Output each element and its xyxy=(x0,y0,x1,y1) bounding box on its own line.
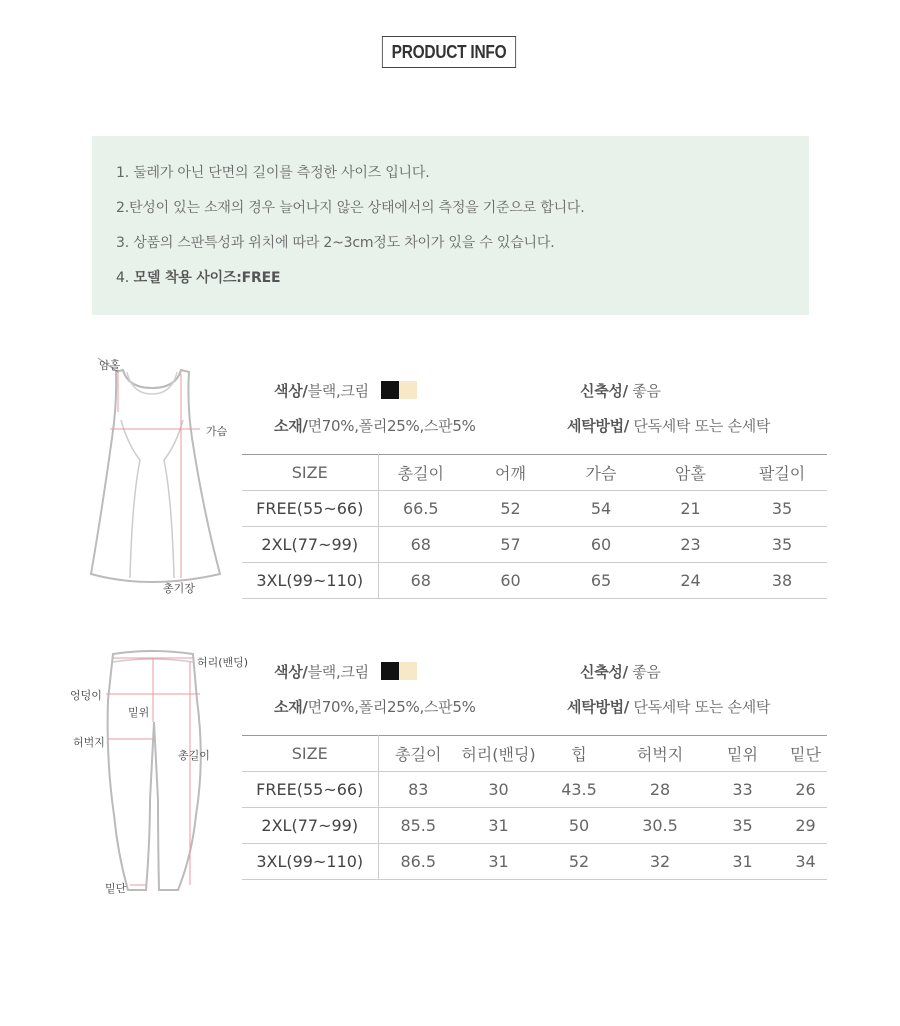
table-row xyxy=(242,527,827,563)
table-cell: 30 xyxy=(458,772,539,808)
attr-color-value: 블랙,크림 xyxy=(307,382,369,400)
table-cell: 35 xyxy=(737,491,827,527)
table-cell: 60 xyxy=(558,527,644,563)
table-header-cell: SIZE xyxy=(242,455,378,491)
table-header-cell: 허리(밴딩) xyxy=(458,736,539,772)
table-cell: 26 xyxy=(784,772,827,808)
table-cell: 2XL(77~99) xyxy=(242,527,378,563)
waist-label: 허리(밴딩) xyxy=(197,656,249,669)
attr-color xyxy=(274,380,417,401)
table-cell: 31 xyxy=(458,844,539,880)
notice-line-4 xyxy=(116,267,280,287)
attr-color-key: 색상/ xyxy=(274,663,308,681)
page-title: PRODUCT INFO xyxy=(382,36,516,68)
attr-color-value: 블랙,크림 xyxy=(307,663,369,681)
swatch-black xyxy=(381,381,399,399)
table-cell: 35 xyxy=(737,527,827,563)
table-header-cell: 어깨 xyxy=(463,455,558,491)
table-header-cell: 총길이 xyxy=(378,736,458,772)
table-cell: 60 xyxy=(463,563,558,599)
leggings-illustration xyxy=(0,640,249,900)
table-cell: 35 xyxy=(701,808,784,844)
table-cell: 31 xyxy=(701,844,784,880)
table-header-cell: 팔길이 xyxy=(737,455,827,491)
dress-illustration xyxy=(0,350,240,610)
attr-material xyxy=(274,415,476,436)
table-header-cell: 암홀 xyxy=(644,455,737,491)
table-header-cell: 밑위 xyxy=(701,736,784,772)
table-header-cell: 총길이 xyxy=(378,455,463,491)
notice-line-3: 3. 상품의 스판특성과 위치에 따라 2~3cm정도 차이가 있을 수 있습니다. xyxy=(116,235,555,251)
thigh-label: 허벅지 xyxy=(73,736,105,749)
table-row xyxy=(242,563,827,599)
table-cell: 21 xyxy=(644,491,737,527)
armhole-label: 암홀 xyxy=(99,359,121,372)
table-header-cell: 밑단 xyxy=(784,736,827,772)
attr-color xyxy=(274,661,417,682)
attr-wash-value: 단독세탁 또는 손세탁 xyxy=(633,417,771,435)
hip-label: 엉덩이 xyxy=(70,689,102,702)
table-cell: 32 xyxy=(619,844,701,880)
table-cell: 31 xyxy=(458,808,539,844)
attr-material-key: 소재/ xyxy=(274,698,308,716)
attr-stretch-key: 신축성/ xyxy=(580,382,628,400)
table-cell: 54 xyxy=(558,491,644,527)
size-table-leggings xyxy=(242,735,827,880)
attr-material-key: 소재/ xyxy=(274,417,308,435)
table-cell: 23 xyxy=(644,527,737,563)
table-row xyxy=(242,772,827,808)
table-cell: 86.5 xyxy=(378,844,458,880)
leggings-icon xyxy=(0,640,240,900)
table-cell: FREE(55~66) xyxy=(242,772,378,808)
table-header-row xyxy=(242,736,827,772)
attr-stretch xyxy=(580,661,661,682)
notice-box xyxy=(92,136,809,315)
table-cell: 24 xyxy=(644,563,737,599)
table-cell: 33 xyxy=(701,772,784,808)
model-size-text: 모델 착용 사이즈:FREE xyxy=(133,270,281,286)
attr-wash xyxy=(567,696,770,717)
length-label: 총기장 xyxy=(163,582,195,595)
table-cell: 43.5 xyxy=(539,772,619,808)
table-cell: 52 xyxy=(463,491,558,527)
attr-stretch-key: 신축성/ xyxy=(580,663,628,681)
table-header-cell: 허벅지 xyxy=(619,736,701,772)
attr-material xyxy=(274,696,476,717)
dress-icon xyxy=(0,350,240,610)
table-cell: FREE(55~66) xyxy=(242,491,378,527)
table-cell: 3XL(99~110) xyxy=(242,844,378,880)
size-table-dress xyxy=(242,454,827,599)
attr-wash-key: 세탁방법/ xyxy=(567,417,629,435)
table-cell: 34 xyxy=(784,844,827,880)
table-cell: 50 xyxy=(539,808,619,844)
attr-stretch xyxy=(580,380,661,401)
swatch-cream xyxy=(399,381,417,399)
notice-number: 4. xyxy=(116,270,129,286)
table-cell: 83 xyxy=(378,772,458,808)
hem-label: 밑단 xyxy=(105,882,127,895)
table-header-cell: 가슴 xyxy=(558,455,644,491)
table-cell: 3XL(99~110) xyxy=(242,563,378,599)
product-leggings xyxy=(0,640,900,900)
table-cell: 85.5 xyxy=(378,808,458,844)
table-header-row xyxy=(242,455,827,491)
attr-wash-key: 세탁방법/ xyxy=(567,698,629,716)
attr-wash-value: 단독세탁 또는 손세탁 xyxy=(633,698,771,716)
table-cell: 38 xyxy=(737,563,827,599)
table-cell: 68 xyxy=(378,527,463,563)
table-row xyxy=(242,491,827,527)
table-cell: 65 xyxy=(558,563,644,599)
attr-material-value: 면70%,폴리25%,스판5% xyxy=(307,417,476,435)
attr-material-value: 면70%,폴리25%,스판5% xyxy=(307,698,476,716)
swatch-black xyxy=(381,662,399,680)
table-header-cell: SIZE xyxy=(242,736,378,772)
notice-line-1: 1. 둘레가 아닌 단면의 길이를 측정한 사이즈 입니다. xyxy=(116,165,430,181)
table-cell: 57 xyxy=(463,527,558,563)
notice-line-2: 2.탄성이 있는 소재의 경우 늘어나지 않은 상태에서의 측정을 기준으로 합니다. xyxy=(116,200,585,216)
attr-stretch-value: 좋음 xyxy=(632,663,661,681)
attr-stretch-value: 좋음 xyxy=(632,382,661,400)
swatch-cream xyxy=(399,662,417,680)
table-cell: 28 xyxy=(619,772,701,808)
attr-wash xyxy=(567,415,770,436)
rise-label: 밑위 xyxy=(128,706,150,719)
table-cell: 66.5 xyxy=(378,491,463,527)
table-row xyxy=(242,844,827,880)
table-row xyxy=(242,808,827,844)
product-dress xyxy=(0,350,900,610)
table-cell: 29 xyxy=(784,808,827,844)
chest-label: 가슴 xyxy=(206,425,228,438)
table-cell: 30.5 xyxy=(619,808,701,844)
table-cell: 52 xyxy=(539,844,619,880)
table-cell: 2XL(77~99) xyxy=(242,808,378,844)
attr-color-key: 색상/ xyxy=(274,382,308,400)
table-header-cell: 힙 xyxy=(539,736,619,772)
table-cell: 68 xyxy=(378,563,463,599)
length-label: 총길이 xyxy=(178,749,210,762)
